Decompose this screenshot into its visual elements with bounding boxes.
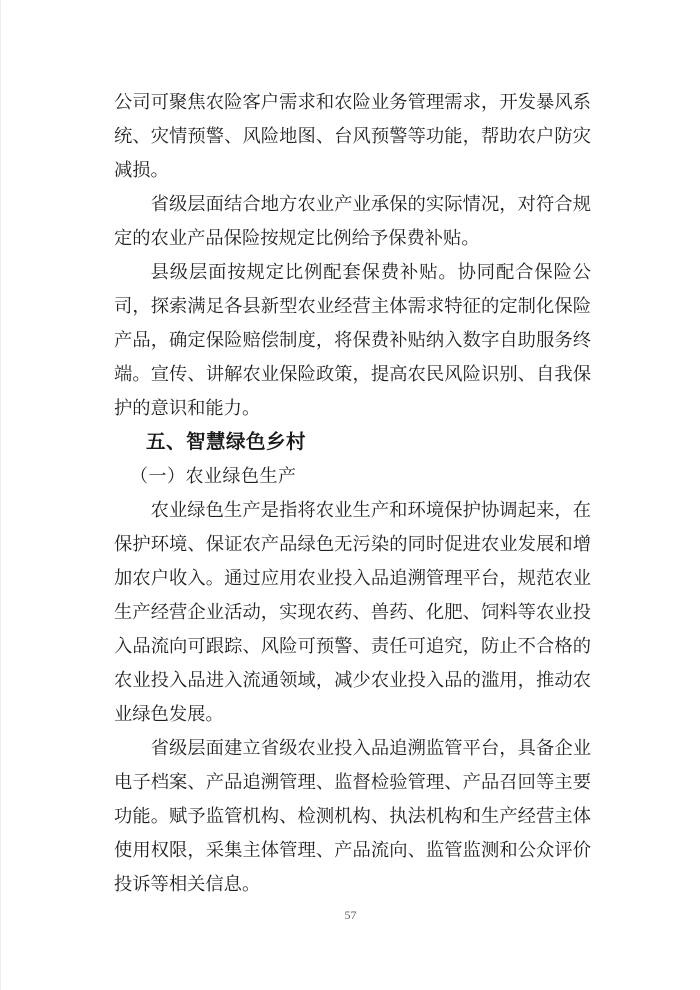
paragraph-county-subsidy: 县级层面按规定比例配套保费补贴。协同配合保险公司，探索满足各县新型农业经营主体需求特征的定制化保险产品，确定保险赔偿制度，将保费补贴纳入数字自助服务终端。宣传、讲解农业保险政策，提高农民风险识别、自我保护的意识和能力。	[114, 262, 591, 418]
section-heading: 五、智慧绿色乡村	[146, 431, 307, 453]
paragraph-insurance-features: 公司可聚焦农险客户需求和农险业务管理需求，开发暴风系统、灾情预警、风险地图、台风预警等功能，帮助农户防灾减损。	[114, 92, 591, 180]
paragraph-green-production: 农业绿色生产是指将农业生产和环境保护协调起来，在保护环境、保证农产品绿色无污染的同时促进农业发展和增加农户收入。通过应用农业投入品追溯管理平台，规范农业生产经营企业活动，实现农药、兽药、化肥、饲料等农业投入品流向可跟踪、风险可预警、责任可追究，防止不合格的农业投入品进入流通领域，减少农业投入品的滥用，推动农业绿色发展。	[114, 500, 591, 724]
paragraph-provincial-platform: 省级层面建立省级农业投入品追溯监管平台，具备企业电子档案、产品追溯管理、监督检验管理、产品召回等主要功能。赋予监管机构、检测机构、执法机构和生产经营主体使用权限，采集主体管理、产品流向、监管监测和公众评价投诉等相关信息。	[114, 738, 591, 894]
page-number: 57	[344, 908, 357, 922]
paragraph-provincial-subsidy: 省级层面结合地方农业产业承保的实际情况，对符合规定的农业产品保险按规定比例给予保费补贴。	[114, 194, 591, 248]
document-body	[114, 85, 591, 901]
subsection-heading: （一）农业绿色生产	[130, 466, 297, 486]
